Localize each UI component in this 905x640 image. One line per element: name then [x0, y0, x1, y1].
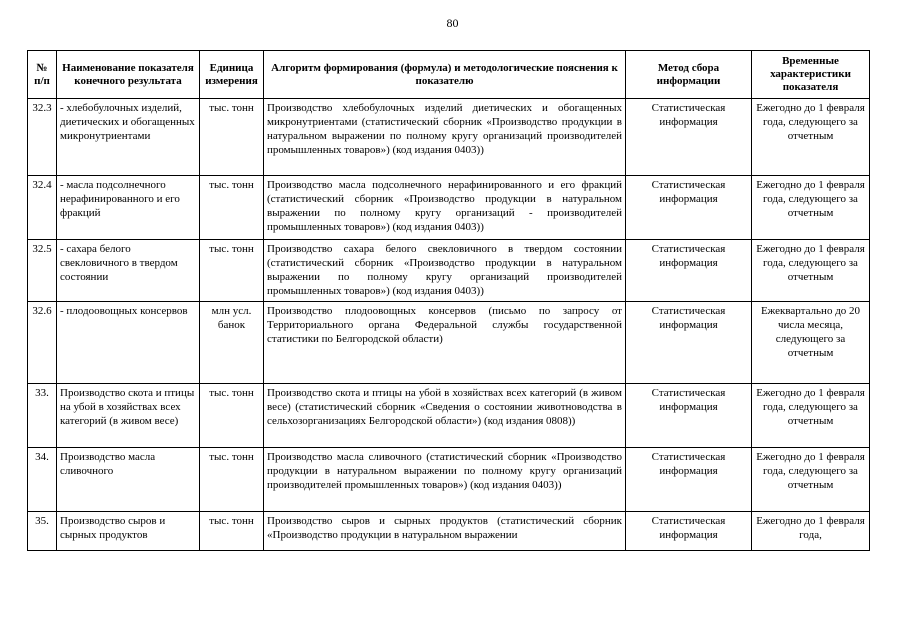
row-unit: тыс. тонн: [200, 448, 264, 512]
header-algorithm: Алгоритм формирования (формула) и методологические пояснения к показателю: [264, 51, 626, 99]
row-num: 33.: [28, 384, 57, 448]
row-num: 34.: [28, 448, 57, 512]
row-name: Производство сыров и сырных продуктов: [57, 512, 200, 551]
row-num: 32.6: [28, 302, 57, 384]
row-unit: тыс. тонн: [200, 512, 264, 551]
page-number: 80: [446, 16, 459, 30]
table-row: [28, 176, 870, 240]
row-num: 32.4: [28, 176, 57, 240]
row-algorithm: Производство сыров и сырных продуктов (статистический сборник «Производство продукции в натуральном выражении: [264, 512, 626, 551]
row-name: Производство масла сливочного: [57, 448, 200, 512]
row-unit: тыс. тонн: [200, 384, 264, 448]
table-row: [28, 448, 870, 512]
row-method: Статистическая информация: [626, 384, 752, 448]
row-method: Статистическая информация: [626, 99, 752, 176]
row-algorithm: Производство масла подсолнечного нерафинированного и его фракций (статистический сборник «Производство продукции в натуральном выражении по полному кругу организаций - производителей промышленных товаров») (код издания 0403)): [264, 176, 626, 240]
row-num: 32.5: [28, 240, 57, 302]
row-timing: Ежегодно до 1 февраля года, следующего за отчетным: [752, 176, 870, 240]
row-algorithm: Производство скота и птицы на убой в хозяйствах всех категорий (в живом весе) (статистический сборник «Сведения о состоянии животноводства в сельхозорганизациях Белгородской области») (код издания 0808)): [264, 384, 626, 448]
row-name: Производство скота и птицы на убой в хозяйствах всех категорий (в живом весе): [57, 384, 200, 448]
row-name: - хлебобулочных изделий, диетических и обогащенных микронутриентами: [57, 99, 200, 176]
row-num: 32.3: [28, 99, 57, 176]
row-method: Статистическая информация: [626, 448, 752, 512]
table-row: [28, 512, 870, 551]
table-row: [28, 99, 870, 176]
row-name: - масла подсолнечного нерафинированного и его фракций: [57, 176, 200, 240]
row-timing: Ежегодно до 1 февраля года, следующего за отчетным: [752, 384, 870, 448]
row-unit: тыс. тонн: [200, 240, 264, 302]
row-timing: Ежегодно до 1 февраля года, следующего за отчетным: [752, 240, 870, 302]
table-header-row: [28, 51, 870, 99]
row-unit: тыс. тонн: [200, 176, 264, 240]
indicators-table: [27, 50, 870, 551]
row-timing: Ежегодно до 1 февраля года, следующего за отчетным: [752, 448, 870, 512]
table-row: [28, 302, 870, 384]
row-timing: Ежегодно до 1 февраля года,: [752, 512, 870, 551]
header-num: № п/п: [28, 51, 57, 99]
header-method: Метод сбора информации: [626, 51, 752, 99]
table-row: [28, 240, 870, 302]
header-unit: Единица измерения: [200, 51, 264, 99]
row-unit: млн усл. банок: [200, 302, 264, 384]
row-timing: Ежеквартально до 20 числа месяца, следующего за отчетным: [752, 302, 870, 384]
table-row: [28, 384, 870, 448]
row-num: 35.: [28, 512, 57, 551]
header-name: Наименование показателя конечного результата: [57, 51, 200, 99]
row-method: Статистическая информация: [626, 176, 752, 240]
row-method: Статистическая информация: [626, 302, 752, 384]
row-algorithm: Производство масла сливочного (статистический сборник «Производство продукции в натуральном выражении по полному кругу организаций производителей промышленных товаров») (код издания 0403)): [264, 448, 626, 512]
row-algorithm: Производство сахара белого свекловичного в твердом состоянии (статистический сборник «Производство продукции в натуральном выражении по полному кругу организаций производителей промышленных товаров») (код издания 0403)): [264, 240, 626, 302]
row-unit: тыс. тонн: [200, 99, 264, 176]
header-timing: Временные характеристики показателя: [752, 51, 870, 99]
row-timing: Ежегодно до 1 февраля года, следующего за отчетным: [752, 99, 870, 176]
row-name: - плодоовощных консервов: [57, 302, 200, 384]
row-name: - сахара белого свекловичного в твердом состоянии: [57, 240, 200, 302]
row-method: Статистическая информация: [626, 240, 752, 302]
row-algorithm: Производство хлебобулочных изделий диетических и обогащенных микронутриентами (статистический сборник «Производство продукции в натуральном выражении по полному кругу организаций производителей промышленных товаров») (код издания 0403)): [264, 99, 626, 176]
row-method: Статистическая информация: [626, 512, 752, 551]
row-algorithm: Производство плодоовощных консервов (письмо по запросу от Территориального органа Федеральной службы государственной статистики по Белгородской области): [264, 302, 626, 384]
